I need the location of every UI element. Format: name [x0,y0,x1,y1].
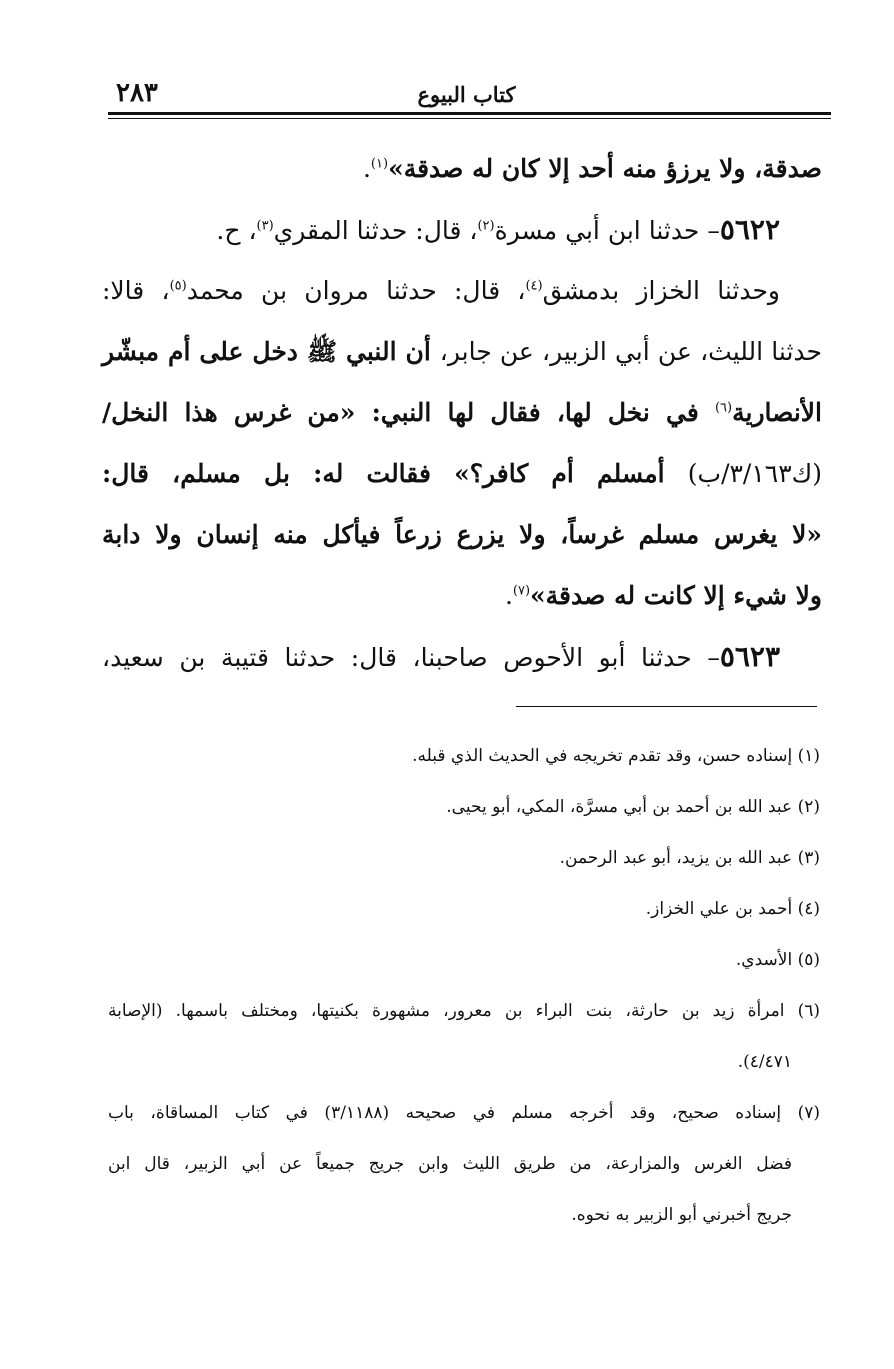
text-fragment: – حدثنا ابن أبي مسرة [494,216,720,245]
footnote-ref: (٢) [477,218,495,234]
text-fragment: – حدثنا أبو الأحوص صاحبنا، قال: حدثنا قتيبة بن سعيد، [102,643,720,672]
footnote-ref: (٧) [512,583,531,599]
manuscript-ref: (ك٣/١٦٣/ب) [687,459,822,488]
hadith-text: صدقة، ولا يرزؤ منه أحد إلا كان له صدقة» [388,154,822,183]
text-line [102,382,822,443]
text-fragment: حدثنا الليث، عن أبي الزبير، عن جابر، [439,337,822,366]
header-rule-thin [108,118,831,119]
text-fragment: ، قال: حدثنا المقري [273,216,478,245]
text-fragment: ، ح. [216,216,257,245]
text-line [102,626,822,687]
text-fragment: ، قالا: [102,276,170,305]
footnote-ref: (٦) [714,400,733,416]
footnote-ref: (١) [370,156,389,172]
text-line [102,138,822,199]
text-line [102,199,822,260]
footnote-ref: (٤) [525,278,543,294]
footnotes [108,731,820,1241]
hadith-text: أمسلم أم كافر؟» فقالت له: بل مسلم، قال: [102,459,688,488]
text-fragment: وحدثنا الخزاز بدمشق [542,276,780,305]
text-line [102,565,822,626]
hadith-number: ٥٦٢٣ [719,640,780,673]
footnote-separator [516,706,817,707]
page-header [108,76,825,108]
footnote-ref: (٥) [169,278,187,294]
hadith-text: «من غرس هذا النخل/ [102,398,372,427]
text-fragment: ، قال: حدثنا مروان بن محمد [186,276,526,305]
header-rule-thick [108,112,831,115]
chapter-title: كتاب البيوع [417,82,516,107]
footnote-line: فضل الغرس والمزارعة، من طريق الليث وابن جريج جميعاً عن أبي الزبير، قال ابن [108,1154,792,1174]
main-text [102,138,822,687]
footnote-line: (٧) إسناده صحيح، وقد أخرجه مسلم في صحيحه (٣/١١٨٨) في كتاب المساقاة، باب [108,1103,820,1123]
footnote-ref: (٣) [256,218,274,234]
footnote-line: (٣) عبد الله بن يزيد، أبو عبد الرحمن. [559,848,820,868]
text-line [102,504,822,565]
footnote-line: جريج أخبرني أبو الزبير به نحوه. [571,1205,792,1225]
footnote-line: (٢) عبد الله بن أحمد بن أبي مسرَّة، المكي، أبو يحيى. [446,797,820,817]
text-line [102,260,822,321]
text-line [102,321,822,382]
hadith-text: الأنصارية [732,398,822,427]
text-fragment: . [362,154,371,183]
footnote-line: (٤) أحمد بن علي الخزاز. [645,899,820,919]
footnote-line: ٤/٤٧١). [737,1052,792,1072]
hadith-text: أن النبي ﷺ دخل على أم مبشّر [102,337,440,366]
footnote-line: (١) إسناده حسن، وقد تقدم تخريجه في الحديث الذي قبله. [412,746,820,766]
hadith-text: في نخل لها، فقال لها النبي: [371,398,715,427]
text-fragment: . [504,581,513,610]
hadith-text: «لا يغرس مسلم غرساً، ولا يزرع زرعاً فيأكل منه إنسان ولا دابة [102,520,822,549]
footnote-line: (٥) الأسدي. [735,950,820,970]
hadith-number: ٥٦٢٢ [719,213,780,246]
page-number: ٢٨٣ [116,78,158,108]
hadith-text: ولا شيء إلا كانت له صدقة» [530,581,822,610]
text-line [102,443,822,504]
footnote-line: (٦) امرأة زيد بن حارثة، بنت البراء بن معرور، مشهورة بكنيتها، ومختلف باسمها. (الإصابة [108,1001,820,1021]
